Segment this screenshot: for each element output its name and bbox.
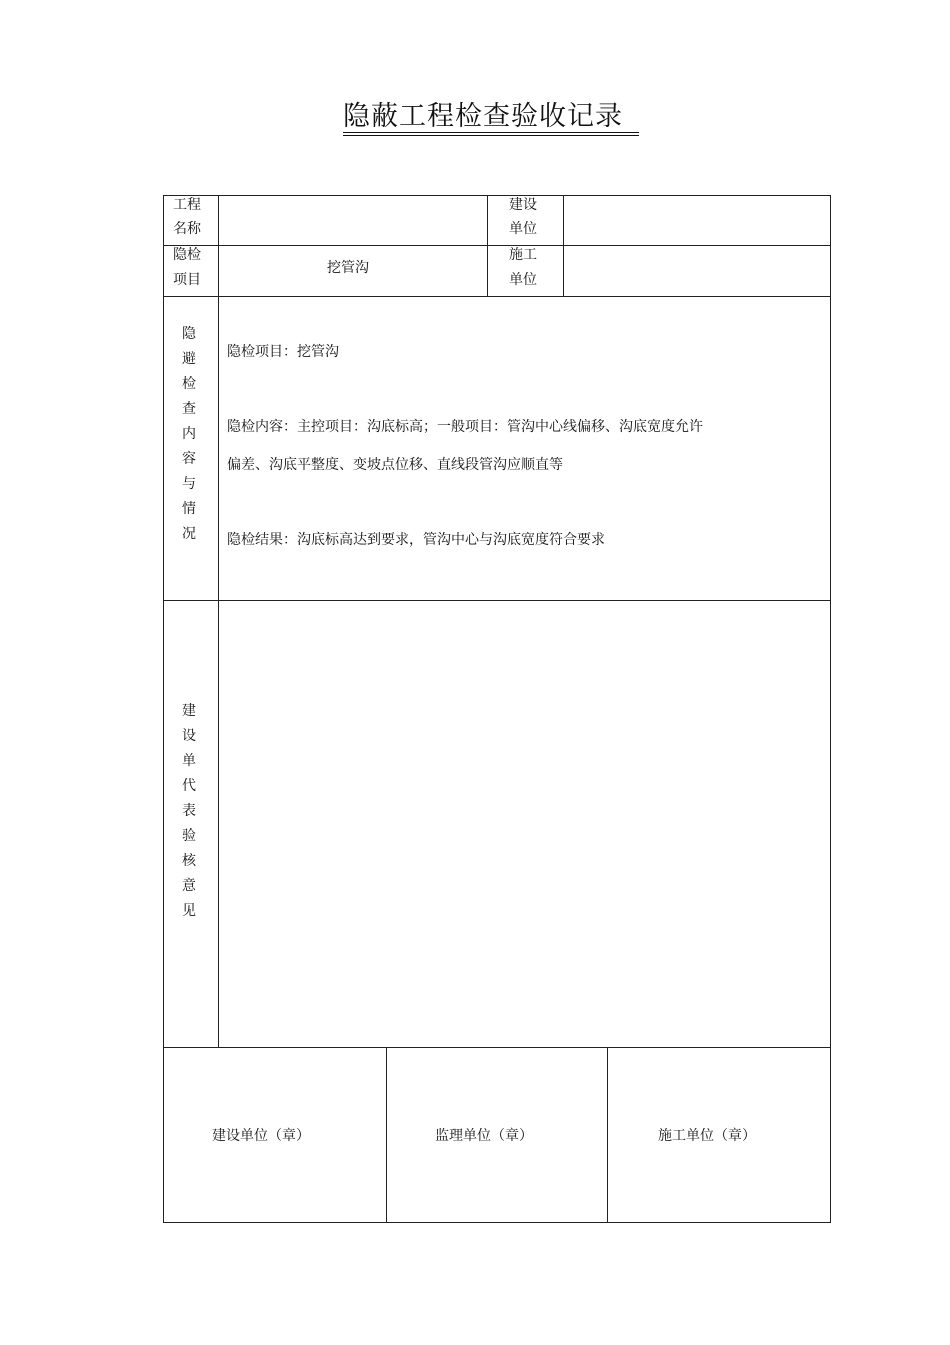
- row-divider-content: [163, 296, 831, 297]
- inspection-item-label-2: 项目: [173, 272, 201, 288]
- document-title: 隐蔽工程检查验收记录: [343, 101, 623, 132]
- project-name-label-2: 名称: [173, 221, 201, 237]
- supervisor-seal: 监理单位（章）: [435, 1128, 533, 1144]
- row-divider-signatures: [163, 1047, 831, 1048]
- inspection-item-label-1: 隐检: [173, 247, 201, 263]
- col-divider-mid-right: [563, 195, 564, 296]
- title-underline-double: [343, 135, 639, 136]
- inspection-result-line: 隐检结果：沟底标高达到要求，管沟中心与沟底宽度符合要求: [227, 532, 605, 548]
- contractor-label-1: 施工: [509, 247, 537, 263]
- opinion-section-label: 建 设 单 代 表 验 核 意 见: [182, 703, 196, 919]
- col-divider-label: [218, 195, 219, 1047]
- col-divider-mid-left: [487, 195, 488, 296]
- inspection-content-line-1: 隐检内容：主控项目：沟底标高；一般项目：管沟中心线偏移、沟底宽度允许: [227, 419, 703, 435]
- content-section-label: 隐 避 检 查 内 容 与 情 况: [182, 326, 196, 542]
- builder-label-1: 建设: [509, 197, 537, 213]
- inspection-content-line-2: 偏差、沟底平整度、变坡点位移、直线段管沟应顺直等: [227, 457, 563, 473]
- col-divider-sign-2: [607, 1047, 608, 1223]
- inspection-item-line: 隐检项目：挖管沟: [227, 344, 339, 360]
- contractor-seal: 施工单位（章）: [658, 1128, 756, 1144]
- builder-seal: 建设单位（章）: [212, 1128, 310, 1144]
- col-divider-sign-1: [386, 1047, 387, 1223]
- title-underline: [343, 132, 639, 133]
- contractor-label-2: 单位: [509, 272, 537, 288]
- row-divider-opinion: [163, 600, 831, 601]
- project-name-label-1: 工程: [173, 197, 201, 213]
- inspection-item-value: 挖管沟: [327, 260, 369, 276]
- row-divider-header: [163, 245, 831, 246]
- builder-label-2: 单位: [509, 221, 537, 237]
